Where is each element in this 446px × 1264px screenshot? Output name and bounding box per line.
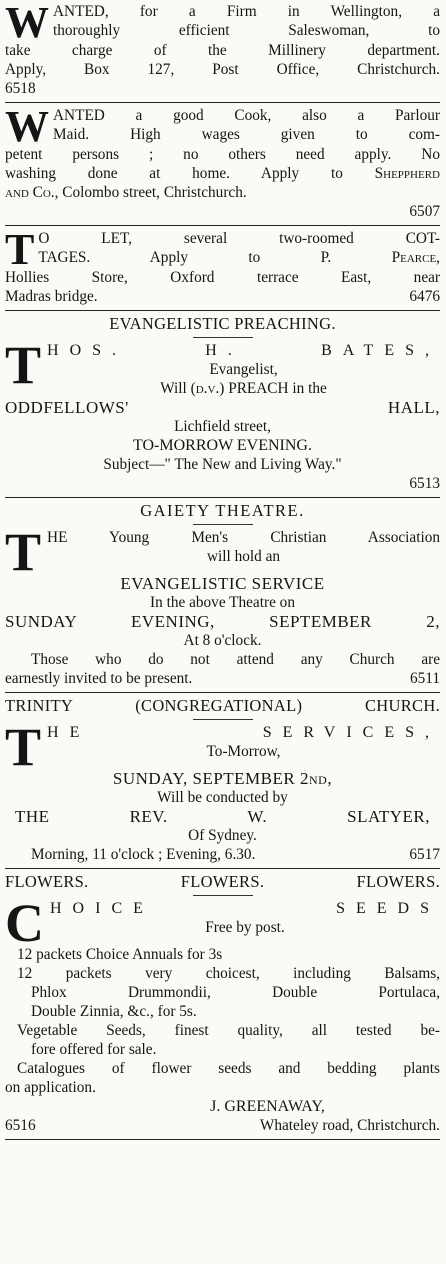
drop-cap: W	[5, 102, 49, 151]
ad-text: Morning, 11 o'clock ; Evening, 6.30.	[31, 846, 256, 863]
short-divider	[193, 524, 253, 525]
ad-line: TO-MORROW EVENING.	[133, 437, 312, 454]
ad-line	[5, 379, 440, 398]
ad-text: Whateley road, Christchurch.	[259, 1117, 440, 1134]
drop-cap: W	[5, 0, 49, 47]
ad-line: O LET, several two-roomed COT-	[38, 230, 440, 247]
ad-evangelistic-preaching	[5, 314, 440, 493]
ad-line: 12 packets Choice Annuals for 3s	[17, 946, 223, 963]
ad-text: ) PREACH in the	[219, 380, 327, 397]
drop-cap: T	[5, 335, 42, 395]
heading-word: FLOWERS.	[5, 872, 89, 891]
ad-text-smallcaps: Sheppherd	[374, 165, 440, 182]
ad-title: HE SERVICES,	[47, 724, 440, 741]
divider	[5, 1139, 440, 1140]
drop-cap: T	[5, 225, 35, 274]
ad-line: Of Sydney.	[188, 827, 257, 844]
ad-text: Will (	[160, 380, 196, 397]
ad-line: thoroughly efficient Saleswoman, to	[53, 22, 440, 39]
ad-trinity-church	[5, 696, 440, 864]
ad-number: 6507	[409, 203, 440, 220]
ad-text: , Colombo street, Christchurch.	[54, 184, 247, 201]
ad-heading: TRINITY (CONGREGATIONAL) CHURCH.	[5, 696, 440, 715]
divider	[5, 868, 440, 869]
ad-number: 6518	[5, 80, 36, 97]
short-divider	[193, 337, 253, 338]
ad-line: Phlox Drummondii, Double Portulaca,	[31, 984, 440, 1001]
ad-line: Those who do not attend any Church are	[31, 651, 440, 668]
ad-heading: EVANGELISTIC PREACHING.	[109, 314, 336, 333]
ad-line	[5, 248, 440, 267]
ad-line: Lichfield street,	[174, 418, 271, 435]
ad-signature: J. GREENAWAY,	[210, 1098, 325, 1115]
ad-line	[5, 164, 440, 183]
ad-line: Double Zinnia, &c., for 5s.	[31, 1003, 197, 1020]
ad-line: petent persons ; no others need apply. No	[5, 146, 440, 163]
ad-line: To-Morrow,	[206, 743, 281, 760]
divider	[5, 225, 440, 226]
ad-text: washing done at home. Apply to	[5, 165, 375, 182]
ad-line: on application.	[5, 1079, 96, 1096]
ad-heading: GAIETY THEATRE.	[140, 501, 305, 520]
divider	[5, 692, 440, 693]
ad-line: Hollies Store, Oxford terrace East, near	[5, 269, 440, 286]
ad-line: Apply, Box 127, Post Office, Christchurch.	[5, 61, 440, 78]
ad-heading	[5, 872, 440, 891]
ad-line: Will be conducted by	[157, 789, 288, 806]
ad-text: ,	[327, 769, 333, 788]
ad-line: ODDFELLOWS' HALL,	[5, 398, 440, 417]
ad-line: Catalogues of flower seeds and bedding plants	[17, 1060, 440, 1077]
ad-line: In the above Theatre on	[150, 594, 295, 611]
short-divider	[193, 895, 253, 896]
ad-to-let	[5, 225, 440, 306]
ad-text: Madras bridge.	[5, 288, 98, 305]
heading-word: FLOWERS.	[356, 872, 440, 891]
drop-cap: C	[5, 893, 44, 953]
ad-number: 6511	[409, 670, 440, 687]
ad-wanted-cook	[5, 102, 440, 221]
divider	[5, 310, 440, 311]
ad-number: 6517	[409, 846, 440, 863]
ad-line: EVANGELISTIC SERVICE	[120, 574, 325, 593]
ad-number: 6513	[409, 475, 440, 492]
ad-text: earnestly invited to be present.	[5, 670, 193, 687]
ad-number: 6476	[409, 288, 440, 305]
ad-line: Vegetable Seeds, finest quality, all tested be-	[17, 1022, 440, 1039]
ad-line: Subject—" The New and Living Way."	[103, 456, 342, 473]
ad-text-smallcaps: d.v.	[195, 380, 220, 397]
divider	[5, 102, 440, 103]
ad-line	[5, 287, 440, 306]
ad-text: TAGES. Apply to P.	[38, 249, 392, 266]
ad-line: HE Young Men's Christian Association	[47, 529, 440, 546]
ad-text: ,	[436, 249, 440, 266]
ad-line: THE REV. W. SLATYER,	[15, 807, 430, 826]
ad-line: SUNDAY EVENING, SEPTEMBER 2,	[5, 612, 440, 631]
ad-line: fore offered for sale.	[31, 1041, 157, 1058]
ad-line: Maid. High wages given to com-	[53, 126, 440, 143]
ad-text-smallcaps: 2nd	[299, 769, 328, 788]
ad-line	[5, 845, 440, 864]
ad-wanted-saleswoman	[5, 0, 440, 98]
drop-cap: T	[5, 717, 42, 777]
ad-line: will hold an	[206, 548, 281, 565]
ad-title: HOICE SEEDS	[50, 900, 440, 917]
ad-name: HOS. H. BATES,	[47, 342, 440, 359]
ad-text-smallcaps: and Co.	[5, 184, 55, 201]
ad-gaiety-theatre	[5, 501, 440, 688]
short-divider	[193, 719, 253, 720]
ad-line	[5, 769, 440, 788]
ad-line	[5, 1116, 440, 1135]
heading-word: FLOWERS.	[180, 872, 265, 891]
ad-line: Evangelist,	[209, 361, 278, 378]
ad-line	[5, 183, 440, 202]
ad-line: Free by post.	[205, 919, 285, 936]
ad-line: ANTED a good Cook, also a Parlour	[53, 107, 440, 124]
ad-line: take charge of the Millinery department.	[5, 42, 440, 59]
ad-line: 12 packets very choicest, including Balsams,	[17, 965, 440, 982]
ad-line: At 8 o'clock.	[183, 632, 262, 649]
ad-choice-seeds	[5, 872, 440, 1135]
drop-cap: T	[5, 522, 42, 582]
ad-line: ANTED, for a Firm in Wellington, a	[53, 3, 440, 20]
ad-text: SUNDAY, SEPTEMBER	[112, 769, 300, 788]
ad-text-smallcaps: Pearce	[391, 249, 437, 266]
ad-line	[5, 669, 440, 688]
divider	[5, 497, 440, 498]
ad-number: 6516	[5, 1117, 36, 1134]
